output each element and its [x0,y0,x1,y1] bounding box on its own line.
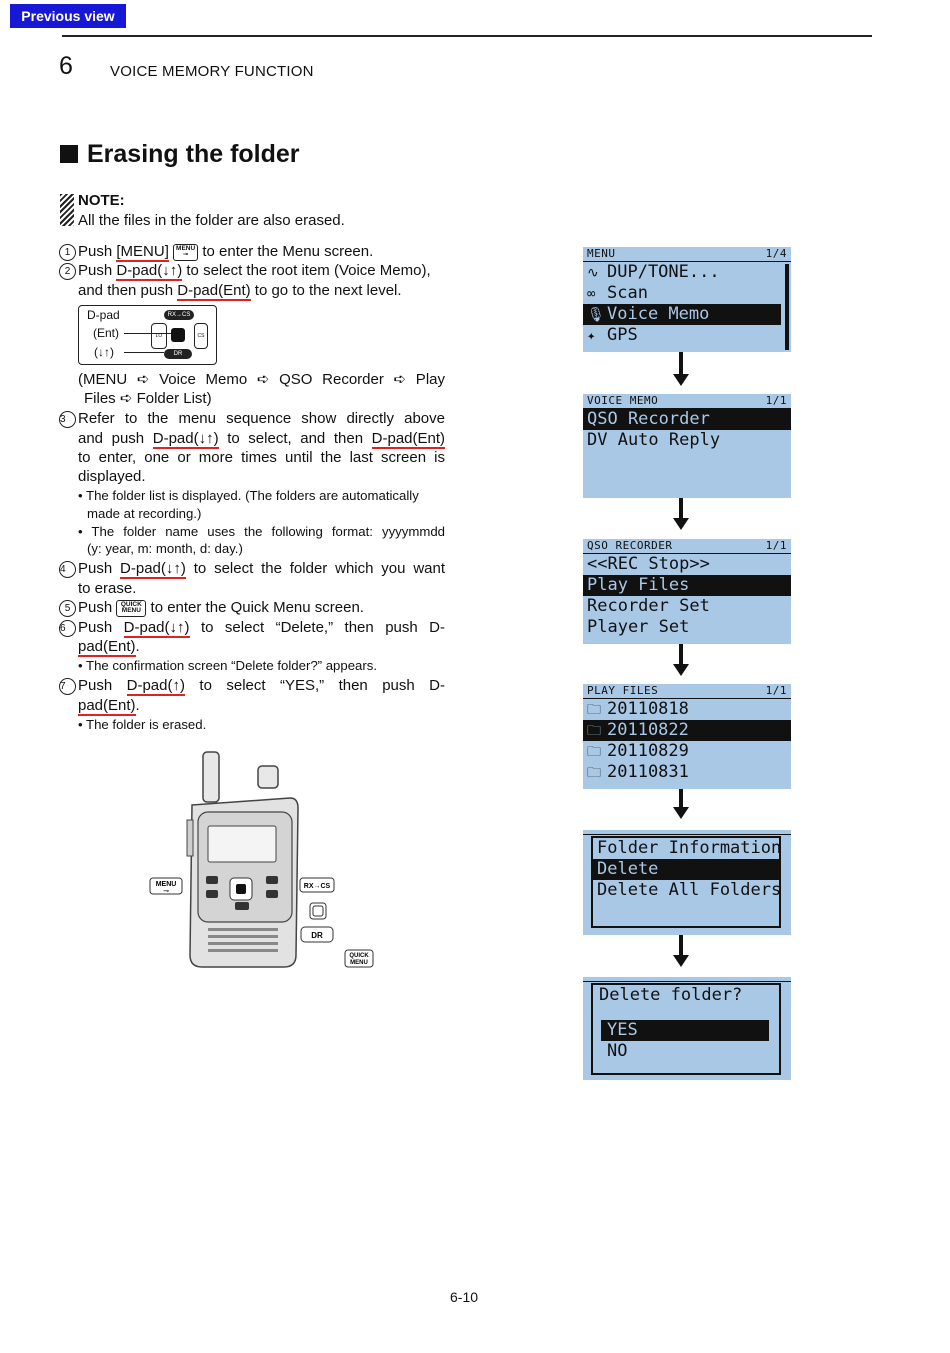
step-2-cont: and then push D-pad(Ent) to go to the next level. [78,282,402,299]
menu-path-line-1: (MENU ➪ Voice Memo ➪ QSO Recorder ➪ Play [78,371,445,388]
menu-item-voice-memo: 🎙 Voice Memo [583,304,781,325]
note-text: All the files in the folder are also erased. [78,212,345,229]
step-2: 2 Push D-pad(↓↑) to select the root item (Voice Memo), [78,261,445,281]
microphone-icon: 🎙 [587,307,605,323]
satellite-icon: ✦ [587,328,596,344]
menu-key-ref: [MENU] [116,243,169,260]
leader-line [124,352,164,353]
step-text: Push [78,243,117,260]
step-number: 5 [59,600,76,617]
tone-icon: ∿ [587,265,599,281]
menu-item-dup-tone: ∿ DUP/TONE... [587,262,720,282]
confirm-no-option: NO [607,1041,628,1061]
bullet-folder-list: • The folder list is displayed. (The folders are automatically [78,488,419,503]
lcd-confirm-screen [583,977,791,1080]
previous-view-button[interactable]: Previous view [10,4,126,28]
lcd-quick-menu-screen [583,830,791,935]
lcd-voice-memo-screen [583,394,791,498]
lcd-header: QSO RECORDER 1/1 [583,539,791,554]
step-1 [64,242,445,262]
menu-path-line-2: Files ➪ Folder List) [84,390,212,407]
svg-text:RX→CS: RX→CS [303,883,331,890]
qso-item-player-set: Player Set [587,617,690,637]
lcd-header: VOICE MEMO 1/1 [583,394,791,409]
dpad-ent-label: (Ent) [93,326,120,340]
folder-icon: 🗀 [587,702,601,718]
step-5: 5 Push QUICK MENU to enter the Quick Menu screen. [78,598,445,618]
step-7-cont: pad(Ent). [78,697,140,714]
step-number: 7 [59,678,76,695]
note-label: NOTE: [78,192,125,209]
svg-text:MENU: MENU [350,960,368,966]
voice-memo-item-qso-recorder: QSO Recorder [583,409,791,430]
quick-menu-key-icon: QUICK MENU [116,600,146,617]
step-number: 4 [59,561,76,578]
lcd-menu-screen [583,247,791,352]
dpad-ent-ref: D-pad(Ent) [177,282,251,299]
quick-item-delete-all-folders: Delete All Folders [597,880,782,900]
quick-menu-popup [591,836,781,928]
radio-illustration [140,750,390,975]
dr-key-icon: DR [164,349,192,359]
step-7: 7 Push D-pad(↑) to select “YES,” then push D- [60,677,445,694]
step-4-cont: to erase. [78,580,137,597]
step-6-cont: pad(Ent). [78,638,140,655]
svg-text:DR: DR [311,931,323,940]
lcd-header: PLAY FILES 1/1 [583,684,791,699]
step-3-cont: displayed. [78,468,146,485]
cs-key-icon: CS [194,323,208,349]
chapter-title: VOICE MEMORY FUNCTION [110,63,314,80]
menu-key-icon: MENU ⊸ [173,244,198,261]
scrollbar [785,264,789,350]
chapter-number: 6 [59,52,73,80]
lcd-header-obscured [583,977,791,982]
confirm-question: Delete folder? [599,985,743,1005]
dpad-diagram [78,305,217,365]
rx-cs-key-icon: RX→CS [164,310,194,320]
step-text: to enter the Menu screen. [198,243,374,260]
dpad-label: D-pad [87,308,120,322]
lcd-header: MENU 1/4 [583,247,791,262]
menu-key-label: MENU [155,881,177,888]
bullet-folder-list-cont: made at recording.) [87,506,202,521]
folder-item: 🗀 20110831 [587,762,689,782]
dpad-updown-ref: D-pad(↓↑) [120,560,186,577]
step-number: 2 [59,263,76,280]
lcd-header-obscured [583,830,791,835]
folder-icon: 🗀 [587,723,601,739]
dpad-ent-ref: pad(Ent) [78,638,136,655]
qso-item-recorder-set: Recorder Set [587,596,710,616]
menu-item-scan: ∞ Scan [587,283,648,303]
lcd-play-files-screen [583,684,791,789]
step-number: 6 [59,620,76,637]
radio-body-icon [187,752,298,967]
step-4: 4 Push D-pad(↓↑) to select the folder which you want [60,560,445,577]
lcd-qso-recorder-screen [583,539,791,644]
folder-icon: 🗀 [587,765,601,781]
svg-text:⊸: ⊸ [163,888,169,895]
dpad-updown-label: (↓↑) [94,345,114,359]
dpad-ent-ref: D-pad(Ent) [371,430,446,447]
bullet-folder-format-cont: (y: year, m: month, d: day.) [87,541,243,556]
confirm-yes-option: YES [601,1020,769,1041]
folder-icon: 🗀 [587,744,601,760]
folder-item: 🗀 20110829 [587,741,689,761]
dpad-center-icon [171,328,185,342]
binoculars-icon: ∞ [587,286,596,302]
folder-item-selected: 🗀 20110822 [583,720,791,741]
bullet-erased: • The folder is erased. [78,717,207,732]
svg-text:QUICK: QUICK [349,953,369,959]
qso-item-play-files: Play Files [583,575,791,596]
header-rule [62,35,872,37]
qso-item-rec-stop: <<REC Stop>> [587,554,710,574]
dpad-updown-ref: D-pad(↓↑) [152,430,219,447]
dpad-updown-ref: D-pad(↓↑) [123,619,190,636]
confirm-popup [591,983,781,1075]
note-hatch-icon [60,194,74,226]
dpad-ent-ref: pad(Ent) [78,697,136,714]
section-title-text: Erasing the folder [87,140,300,168]
spacer [593,1006,779,1020]
bullet-folder-format: • The folder name uses the following format: yyyymmdd [78,524,445,539]
step-3-cont: and push D-pad(↓↑) to select, and then D-pad(Ent) [78,430,446,447]
quick-item-folder-information: Folder Information [597,838,782,858]
section-title [60,140,300,169]
page-number: 6-10 [450,1289,479,1305]
menu-item-gps: ✦ GPS [587,325,638,345]
square-bullet-icon [60,145,78,163]
bullet-confirmation: • The confirmation screen “Delete folder?” appears. [78,658,378,673]
voice-memo-item-dv-auto-reply: DV Auto Reply [587,430,721,450]
left-key-icon: LO [151,323,167,349]
dpad-up-ref: D-pad(↑) [126,677,185,694]
step-number: 1 [59,244,76,261]
quick-item-delete: Delete [593,859,779,880]
step-3: 3 Refer to the menu sequence show directly above [60,410,445,427]
step-6: 6 Push D-pad(↓↑) to select “Delete,” then push D- [60,619,446,636]
folder-item: 🗀 20110818 [587,699,689,719]
step-3-cont: to enter, one or more times until the last screen is [78,449,445,466]
step-number: 3 [59,411,76,428]
dpad-updown-ref: D-pad(↓↑) [116,262,183,279]
